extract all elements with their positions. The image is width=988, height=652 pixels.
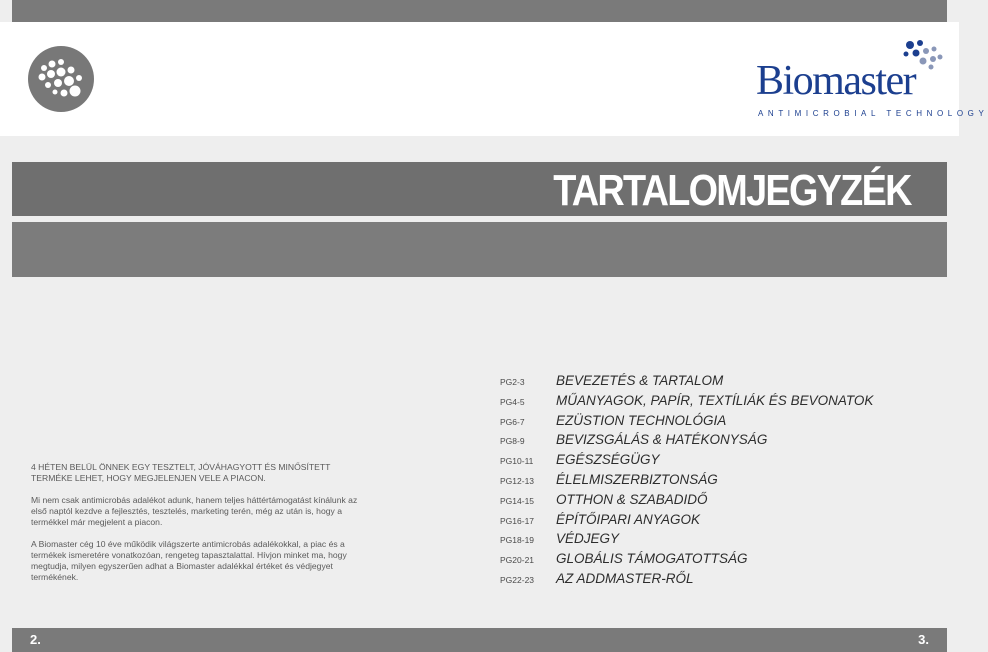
toc-page: PG22-23 [500,574,535,585]
toc-page: PG2-3 [500,377,525,387]
toc-title: ÉLELMISZERBIZTONSÁG [556,471,718,487]
toc-row[interactable] [500,531,940,551]
toc-page: PG16-17 [500,515,535,526]
table-of-contents [500,373,940,591]
toc-title: EZÜSTION TECHNOLÓGIA [556,412,727,428]
toc-title: MŰANYAGOK, PAPÍR, TEXTÍLIÁK ÉS BEVONATOK [556,392,874,408]
toc-title: BEVIZSGÁLÁS & HATÉKONYSÁG [556,432,768,448]
page-title: TARTALOMJEGYZÉK [553,166,911,215]
toc-row[interactable] [500,373,940,393]
toc-page: PG18-19 [500,535,535,546]
toc-page: PG12-13 [500,475,535,486]
toc-row[interactable] [500,413,940,433]
footer-bar [12,628,947,652]
toc-title: VÉDJEGY [556,531,620,547]
toc-row[interactable] [500,452,940,472]
toc-title: OTTHON & SZABADIDŐ [556,491,708,507]
toc-title: ÉPÍTŐIPARI ANYAGOK [556,511,701,527]
brand-tagline: ANTIMICROBIAL TECHNOLOGY [758,109,988,118]
title-bar [12,162,947,216]
dots-logo-icon [28,46,94,112]
toc-row[interactable] [500,393,940,413]
toc-title: EGÉSZSÉGÜGY [556,452,660,468]
toc-title: BEVEZETÉS & TARTALOM [556,373,724,388]
intro-text [31,462,361,583]
title-bar-lower [12,222,947,277]
brand-name: Biomaster [756,58,916,104]
toc-title: GLOBÁLIS TÁMOGATOTTSÁG [556,551,748,567]
toc-page: PG10-11 [500,456,534,467]
toc-page: PG8-9 [500,436,525,447]
toc-row[interactable] [500,492,940,512]
intro-lead: 4 HÉTEN BELÜL ÖNNEK EGY TESZTELT, JÓVÁHAGYOTT ÉS MINŐSÍTETT TERMÉKE LEHET, HOGY MEGJELENJEN VELE A PIACON. [31,462,331,483]
toc-row[interactable] [500,512,940,532]
intro-paragraph-1: Mi nem csak antimicrobás adalékot adunk, hanem teljes háttértámogatást kínálunk az első naptól kezdve a fejlesztés, tesztelés, marketing terén, még az után is, hogy a termékkel már megjelent a piacon. [31,495,358,527]
page-number-right: 3. [918,632,929,647]
page-number-left: 2. [30,632,41,647]
intro-paragraph-2: A Biomaster cég 10 éve működik világszerte antimicrobás adalékokkal, a piac és a termékek ismeretére vonatkozóan, rengeteg tapasztalattal. Hívjon minket ma, hogy megtudja, milyen egyszerűen adhat a Biomaster adalékkal értéket és védjegyet termékének. [31,539,347,582]
toc-row[interactable] [500,551,940,571]
toc-page: PG20-21 [500,555,535,566]
toc-page: PG4-5 [500,396,525,407]
toc-page: PG6-7 [500,416,525,427]
toc-page: PG14-15 [500,495,535,506]
top-bar [12,0,947,22]
toc-row[interactable] [500,432,940,452]
toc-row[interactable] [500,472,940,492]
toc-row[interactable] [500,571,940,591]
toc-title: AZ ADDMASTER-RŐL [556,570,694,586]
biomaster-logo [752,38,988,120]
header [0,22,988,136]
